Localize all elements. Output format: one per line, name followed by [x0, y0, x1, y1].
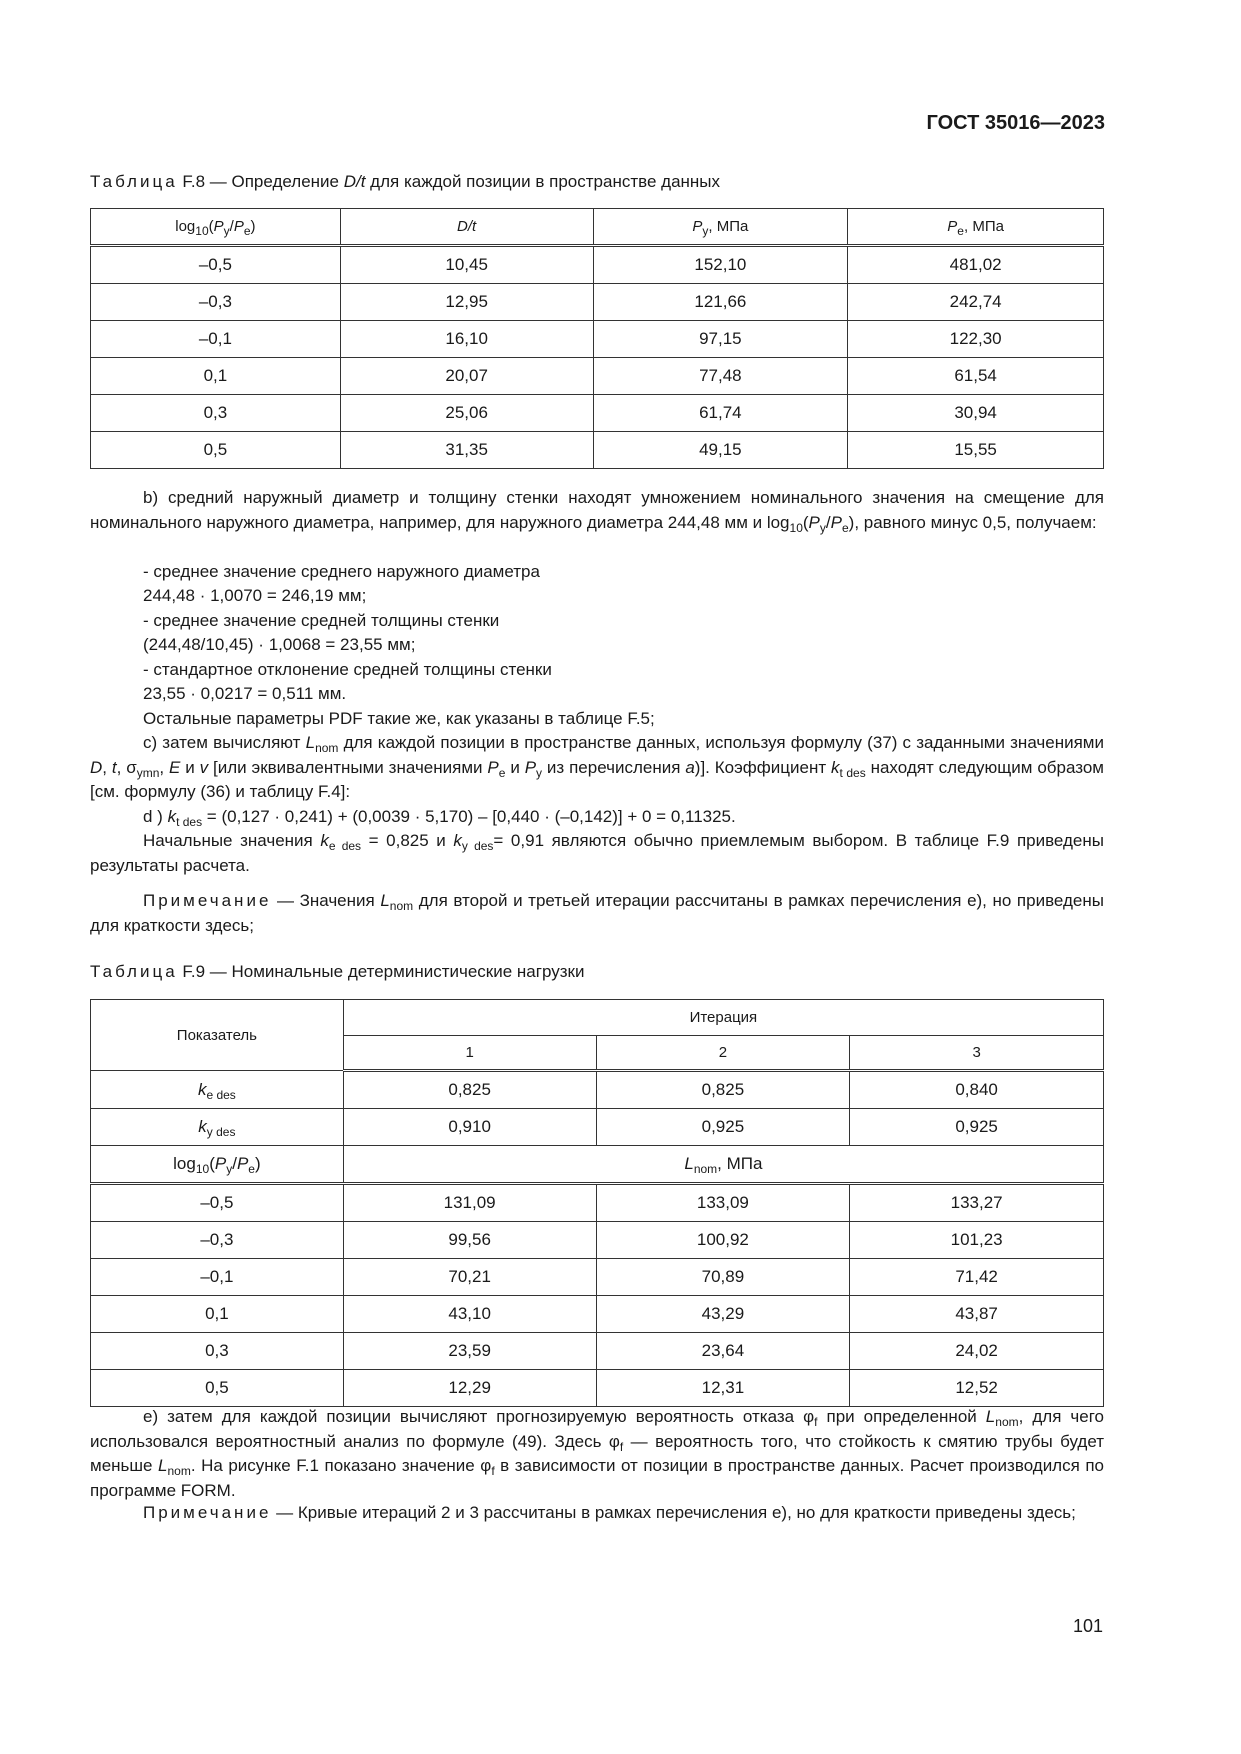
header-indicator: Показатель	[91, 1000, 344, 1071]
table-cell: 61,54	[848, 358, 1104, 395]
table-f9	[90, 999, 1104, 1407]
table-cell: 23,59	[343, 1333, 596, 1370]
paragraph-c: c) затем вычисляют $L_{nom}$ для каждой позиции в пространстве данных, используя формулу (37) с заданными значениями D, t, $\sigma_{ymn}$, E и v [или эквивалентными значениями $P_e$ и $P_y$ из перечисления а)]. Коэффициент $k_{t des}$ находят следующим образом [см. формулу (36) и таблицу F.4]:	[90, 733, 1104, 801]
table-cell: 0,5	[91, 1370, 344, 1407]
table-row	[91, 1333, 1104, 1370]
table-f8-body	[91, 246, 1104, 469]
table-cell: 97,15	[593, 321, 848, 358]
table-cell: 481,02	[848, 246, 1104, 284]
table-row-ke: $k_{e des}$ 0,825 0,825 0,840	[91, 1071, 1104, 1109]
paragraph-initial-values: Начальные значения $k_{e des} = 0,825$ и $k_{y des}= 0,91$ являются обычно приемлемым выбором. В таблице F.9 приведены результаты расчета.	[90, 831, 1104, 875]
table-row	[91, 395, 1104, 432]
ke-label: $k_{e des}$	[91, 1071, 344, 1109]
paragraph-b-line-2: 244,48 · 1,0070 = 246,19 мм;	[143, 586, 367, 605]
table-f8-caption: Таблица F.8 — Определение D/t для каждой позиции в пространстве данных	[90, 172, 721, 191]
page-number: 101	[1072, 1616, 1103, 1636]
table-cell: 23,64	[596, 1333, 850, 1370]
table-cell: 131,09	[343, 1184, 596, 1222]
paragraph-b-line-7: Остальные параметры PDF такие же, как указаны в таблице F.5;	[143, 708, 655, 728]
table-cell: 121,66	[593, 284, 848, 321]
table-cell: –0,1	[91, 1259, 344, 1296]
table-cell: 43,10	[343, 1296, 596, 1333]
table-cell: 71,42	[850, 1259, 1104, 1296]
table-cell: 99,56	[343, 1222, 596, 1259]
table-cell: 70,89	[596, 1259, 850, 1296]
table-cell: 0,3	[91, 395, 341, 432]
table-cell: 0,5	[91, 432, 341, 469]
paragraph-b-line-4: (244,48/10,45) · 1,0068 = 23,55 мм;	[143, 635, 416, 654]
header-pe: $P_e$, МПа	[848, 209, 1104, 246]
table-f9-body	[91, 1071, 1104, 1407]
table-f8	[90, 208, 1104, 469]
paragraph-b-line-5: - стандартное отклонение средней толщины стенки	[143, 659, 552, 679]
table-cell: 49,15	[593, 432, 848, 469]
table-row	[91, 1184, 1104, 1222]
table-cell: 12,31	[596, 1370, 850, 1407]
table-row	[91, 432, 1104, 469]
table-cell: 0,3	[91, 1333, 344, 1370]
lnom-label: $L_{nom}$, МПа	[343, 1146, 1103, 1184]
table-cell: 61,74	[593, 395, 848, 432]
table-cell: –0,3	[91, 284, 341, 321]
table-cell: –0,1	[91, 321, 341, 358]
table-cell: 16,10	[340, 321, 593, 358]
ky-label: $k_{y des}$	[91, 1109, 344, 1146]
table-cell: 30,94	[848, 395, 1104, 432]
table-cell: 10,45	[340, 246, 593, 284]
table-cell: 70,21	[343, 1259, 596, 1296]
table-cell: 101,23	[850, 1222, 1104, 1259]
table-cell: –0,5	[91, 246, 341, 284]
table-cell: 25,06	[340, 395, 593, 432]
table-cell: 43,29	[596, 1296, 850, 1333]
header-dt: D/t	[340, 209, 593, 246]
table-cell: –0,5	[91, 1184, 344, 1222]
table-row	[91, 1259, 1104, 1296]
paragraph-b-line-1: - среднее значение среднего наружного диаметра	[143, 561, 540, 581]
header-iteration-1: 1	[343, 1036, 596, 1071]
paragraph-d: d ) $k_{t des} = (0,127 \cdot 0,241) + (0,0039 \cdot 5,170) - [0,440 \cdot (-0,142)] + 0 = 0,11325$.	[143, 806, 736, 829]
table-row	[91, 1296, 1104, 1333]
note-1: Примечание — Значения $L_{nom}$ для второй и третьей итерации рассчитаны в рамках перечисления е), но приведены для краткости здесь;	[90, 891, 1104, 935]
table-cell: 15,55	[848, 432, 1104, 469]
header-log-ratio: $\log_{10}(P_y/P_e)$	[91, 209, 341, 246]
log-ratio-label: $\log_{10}(P_y/P_e)$	[91, 1146, 344, 1184]
table-row-subheader	[91, 1146, 1104, 1184]
table-cell: 242,74	[848, 284, 1104, 321]
table-cell: 77,48	[593, 358, 848, 395]
paragraph-b-line-3: - среднее значение средней толщины стенки	[143, 610, 500, 630]
table-row	[91, 358, 1104, 395]
document-header	[927, 112, 1105, 135]
header-iteration: Итерация	[343, 1000, 1103, 1036]
table-cell: 100,92	[596, 1222, 850, 1259]
table-cell: 12,29	[343, 1370, 596, 1407]
table-row	[91, 1222, 1104, 1259]
table-cell: 0,1	[91, 358, 341, 395]
table-cell: 24,02	[850, 1333, 1104, 1370]
note-2: Примечание — Кривые итераций 2 и 3 рассчитаны в рамках перечисления е), но для краткости приведены здесь;	[143, 1503, 1076, 1522]
table-row	[91, 246, 1104, 284]
table-cell: 152,10	[593, 246, 848, 284]
table-cell: 20,07	[340, 358, 593, 395]
table-cell: 31,35	[340, 432, 593, 469]
table-cell: 122,30	[848, 321, 1104, 358]
table-row	[91, 284, 1104, 321]
table-row	[91, 321, 1104, 358]
table-row-ky: $k_{y des}$ 0,910 0,925 0,925	[91, 1109, 1104, 1146]
paragraph-b: b) средний наружный диаметр и толщину стенки находят умножением номинального значения на смещение для номинального наружного диаметра, например, для наружного диаметра 244,48 мм и $\log_{10}(P_y/P_e)$, равного минус 0,5, получаем:	[90, 488, 1104, 535]
paragraph-b-line-6: 23,55 · 0,0217 = 0,511 мм.	[143, 684, 347, 703]
table-cell: 12,95	[340, 284, 593, 321]
table-cell: 43,87	[850, 1296, 1104, 1333]
table-cell: 12,52	[850, 1370, 1104, 1407]
table-cell: 0,1	[91, 1296, 344, 1333]
table-cell: –0,3	[91, 1222, 344, 1259]
header-iteration-3: 3	[850, 1036, 1104, 1071]
table-cell: 133,27	[850, 1184, 1104, 1222]
doc-id: ГОСТ 35016—2023	[926, 112, 1105, 134]
table-f9-caption: Таблица F.9 — Номинальные детерминистические нагрузки	[90, 962, 585, 981]
table-cell: 133,09	[596, 1184, 850, 1222]
paragraph-e: е) затем для каждой позиции вычисляют прогнозируемую вероятность отказа $\varphi_f$ при определенной $L_{nom}$, для чего использовался вероятностный анализ по формуле (49). Здесь $\varphi_f$ — вероятность того, что стойкость к смятию трубы будет меньше $L_{nom}$. На рисунке F.1 показано значение $\varphi_f$ в зависимости от позиции в пространстве данных. Расчет производился по программе FORM.	[90, 1407, 1105, 1500]
table-row	[91, 1370, 1104, 1407]
header-iteration-2: 2	[596, 1036, 850, 1071]
header-py: $P_y$, МПа	[593, 209, 848, 246]
